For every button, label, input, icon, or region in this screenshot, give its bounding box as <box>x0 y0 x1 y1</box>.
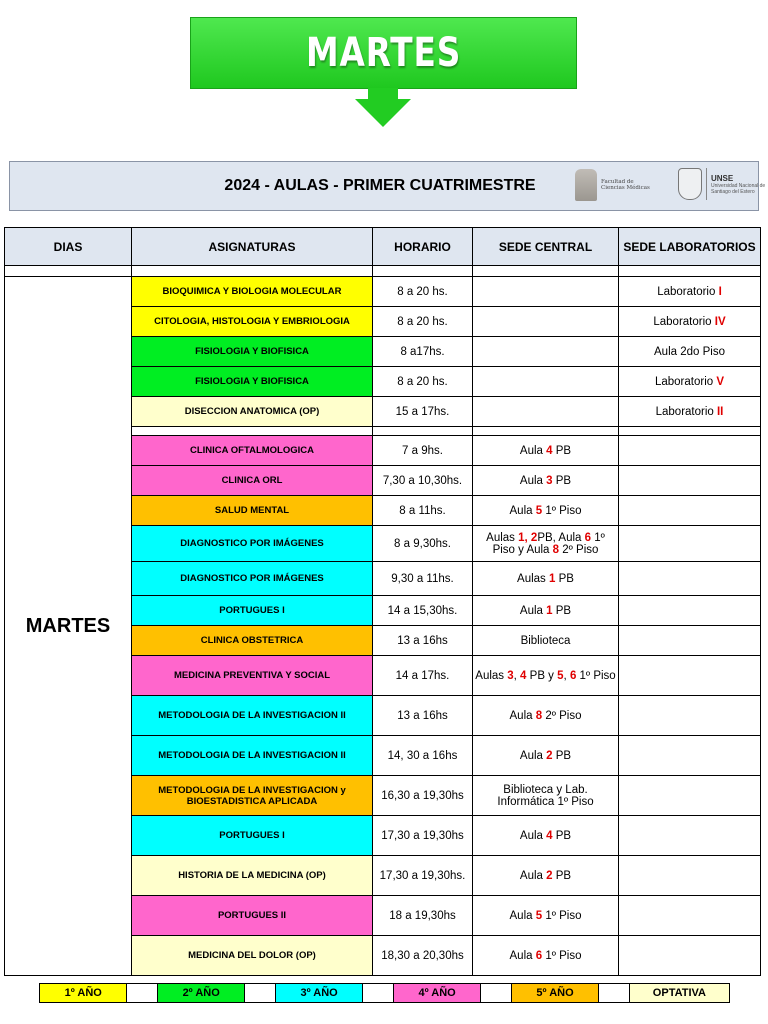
legend-item: 1º AÑO <box>40 984 127 1002</box>
time-cell: 8 a 20 hs. <box>373 307 473 337</box>
legend-item: 2º AÑO <box>158 984 245 1002</box>
location-text: 2º Piso <box>542 709 582 722</box>
legend-item: 5º AÑO <box>512 984 599 1002</box>
document-title: 2024 - AULAS - PRIMER CUATRIMESTRE <box>224 177 536 194</box>
subject-cell: CLINICA OBSTETRICA <box>132 626 373 656</box>
central-cell <box>473 337 619 367</box>
location-text: Aula <box>509 909 536 922</box>
location-text: 1º Piso <box>576 669 616 682</box>
fcm-logo <box>575 169 655 201</box>
lab-cell <box>619 562 761 596</box>
time-cell: 15 a 17hs. <box>373 397 473 427</box>
location-text: 1º Piso <box>542 504 582 517</box>
central-cell <box>473 856 619 896</box>
spacer-cell <box>132 266 373 277</box>
legend-spacer <box>127 984 157 1002</box>
central-cell <box>473 736 619 776</box>
day-banner-title: MARTES <box>305 30 462 76</box>
lab-cell <box>619 936 761 976</box>
gap-cell <box>132 427 373 436</box>
location-text: Aula <box>519 829 547 842</box>
lab-cell <box>619 736 761 776</box>
lab-cell <box>619 436 761 466</box>
location-text: Aulas <box>475 669 508 682</box>
time-cell: 14 a 17hs. <box>373 656 473 696</box>
column-header: ASIGNATURAS <box>132 228 373 266</box>
column-header: SEDE CENTRAL <box>473 228 619 266</box>
time-cell: 14 a 15,30hs. <box>373 596 473 626</box>
lab-cell <box>619 496 761 526</box>
day-cell: MARTES <box>5 277 132 976</box>
lab-cell <box>619 367 761 397</box>
location-text: Laboratorio <box>654 375 717 388</box>
subject-cell: DIAGNOSTICO POR IMÁGENES <box>132 562 373 596</box>
location-text: Aula <box>519 749 547 762</box>
subject-cell: PORTUGUES I <box>132 816 373 856</box>
location-text: PB <box>552 829 572 842</box>
down-arrow-icon <box>355 99 411 127</box>
location-text: PB <box>552 869 572 882</box>
subject-cell: MEDICINA PREVENTIVA Y SOCIAL <box>132 656 373 696</box>
unse-seal-icon <box>678 168 702 200</box>
table-row <box>5 277 761 307</box>
room-number: II <box>716 405 724 418</box>
column-header: HORARIO <box>373 228 473 266</box>
spacer-cell <box>5 266 132 277</box>
central-cell <box>473 307 619 337</box>
lab-cell <box>619 337 761 367</box>
logo-divider <box>706 168 707 200</box>
header-spacer <box>5 266 761 277</box>
location-text: Aulas <box>517 572 549 585</box>
year-legend <box>39 983 730 1003</box>
subject-cell: CITOLOGIA, HISTOLOGIA Y EMBRIOLOGIA <box>132 307 373 337</box>
legend-spacer <box>363 984 393 1002</box>
location-text: Laboratorio <box>655 405 717 418</box>
central-cell <box>473 626 619 656</box>
schedule-table <box>4 227 761 976</box>
room-number: I <box>718 285 722 298</box>
central-cell <box>473 277 619 307</box>
room-number: 6 <box>535 949 543 962</box>
fcm-emblem-icon <box>575 169 597 201</box>
gap-cell <box>373 427 473 436</box>
location-text: Aula <box>509 949 536 962</box>
lab-cell <box>619 776 761 816</box>
central-cell <box>473 656 619 696</box>
time-cell: 18 a 19,30hs <box>373 896 473 936</box>
subject-cell: DISECCION ANATOMICA (OP) <box>132 397 373 427</box>
time-cell: 7,30 a 10,30hs. <box>373 466 473 496</box>
time-cell: 17,30 a 19,30hs <box>373 816 473 856</box>
unse-logo-text: UNSE <box>711 173 734 183</box>
legend-spacer <box>599 984 629 1002</box>
subject-cell: CLINICA ORL <box>132 466 373 496</box>
central-cell <box>473 816 619 856</box>
location-text: Aula <box>519 474 547 487</box>
subject-cell: BIOQUIMICA Y BIOLOGIA MOLECULAR <box>132 277 373 307</box>
document-header <box>9 161 766 211</box>
room-number: 3 <box>546 474 553 487</box>
lab-cell <box>619 816 761 856</box>
day-banner <box>190 17 577 89</box>
location-text: Aula <box>519 869 547 882</box>
location-text: 1º Piso <box>542 909 582 922</box>
subject-cell: CLINICA OFTALMOLOGICA <box>132 436 373 466</box>
location-text: Laboratorio <box>657 285 719 298</box>
room-number: 3 <box>507 669 514 682</box>
room-number: 1, 2 <box>518 531 538 544</box>
subject-cell: MEDICINA DEL DOLOR (OP) <box>132 936 373 976</box>
legend-item: 3º AÑO <box>276 984 363 1002</box>
room-number: 4 <box>520 669 527 682</box>
room-number: V <box>716 375 725 388</box>
location-text: PB <box>555 572 574 585</box>
lab-cell <box>619 656 761 696</box>
location-text: , <box>563 669 570 682</box>
room-number: 8 <box>535 709 543 722</box>
lab-cell <box>619 856 761 896</box>
gap-cell <box>619 427 761 436</box>
location-text: PB <box>552 749 572 762</box>
location-text: Laboratorio <box>653 315 715 328</box>
room-number: 5 <box>535 909 543 922</box>
location-text: Aula <box>519 604 547 617</box>
central-cell <box>473 526 619 562</box>
central-cell <box>473 466 619 496</box>
location-text: , <box>513 669 521 682</box>
location-text: Biblioteca y Lab. Informática 1º Piso <box>497 783 594 808</box>
time-cell: 8 a17hs. <box>373 337 473 367</box>
subject-cell: DIAGNOSTICO POR IMÁGENES <box>132 526 373 562</box>
room-number: 8 <box>552 543 560 556</box>
room-number: 5 <box>557 669 564 682</box>
lab-cell <box>619 626 761 656</box>
subject-cell: HISTORIA DE LA MEDICINA (OP) <box>132 856 373 896</box>
time-cell: 16,30 a 19,30hs <box>373 776 473 816</box>
room-number: 5 <box>535 504 543 517</box>
room-number: 6 <box>584 531 592 544</box>
room-number: 2 <box>546 869 553 882</box>
subject-cell: METODOLOGIA DE LA INVESTIGACION y BIOESTADISTICA APLICADA <box>132 776 373 816</box>
lab-cell <box>619 397 761 427</box>
location-text: PB <box>552 474 572 487</box>
time-cell: 17,30 a 19,30hs. <box>373 856 473 896</box>
time-cell: 9,30 a 11hs. <box>373 562 473 596</box>
unse-logo <box>678 168 767 200</box>
time-cell: 8 a 20 hs. <box>373 277 473 307</box>
legend-item: OPTATIVA <box>630 984 729 1002</box>
legend-spacer <box>245 984 275 1002</box>
table-header-row <box>5 228 761 266</box>
location-text: Aula <box>519 444 547 457</box>
central-cell <box>473 896 619 936</box>
spacer-cell <box>473 266 619 277</box>
location-text: 1º Piso y Aula <box>492 531 605 556</box>
column-header: SEDE LABORATORIOS <box>619 228 761 266</box>
lab-cell <box>619 696 761 736</box>
central-cell <box>473 562 619 596</box>
room-number: 6 <box>569 669 577 682</box>
central-cell <box>473 596 619 626</box>
subject-cell: FISIOLOGIA Y BIOFISICA <box>132 337 373 367</box>
spacer-cell <box>619 266 761 277</box>
location-text: 2º Piso <box>559 543 599 556</box>
column-header: DIAS <box>5 228 132 266</box>
time-cell: 7 a 9hs. <box>373 436 473 466</box>
central-cell <box>473 397 619 427</box>
room-number: 2 <box>546 749 553 762</box>
time-cell: 8 a 20 hs. <box>373 367 473 397</box>
legend-item: 4º AÑO <box>394 984 481 1002</box>
location-text: 1º Piso <box>542 949 582 962</box>
lab-cell <box>619 466 761 496</box>
lab-cell <box>619 596 761 626</box>
time-cell: 8 a 11hs. <box>373 496 473 526</box>
central-cell <box>473 776 619 816</box>
unse-logo-subtext: Universidad Nacional de Santiago del Estero <box>711 182 766 195</box>
location-text: PB y <box>526 669 558 682</box>
time-cell: 18,30 a 20,30hs <box>373 936 473 976</box>
legend-spacer <box>481 984 511 1002</box>
lab-cell <box>619 896 761 936</box>
location-text: Biblioteca <box>520 634 571 647</box>
room-number: 1 <box>549 572 556 585</box>
time-cell: 13 a 16hs <box>373 696 473 736</box>
central-cell <box>473 367 619 397</box>
location-text: Aula <box>509 504 536 517</box>
lab-cell <box>619 277 761 307</box>
time-cell: 13 a 16hs <box>373 626 473 656</box>
central-cell <box>473 936 619 976</box>
fcm-logo-text: Facultad de Ciencias Médicas <box>601 179 650 191</box>
central-cell <box>473 436 619 466</box>
time-cell: 14, 30 a 16hs <box>373 736 473 776</box>
central-cell <box>473 696 619 736</box>
subject-cell: METODOLOGIA DE LA INVESTIGACION II <box>132 696 373 736</box>
subject-cell: PORTUGUES I <box>132 596 373 626</box>
lab-cell <box>619 307 761 337</box>
subject-cell: SALUD MENTAL <box>132 496 373 526</box>
lab-cell <box>619 526 761 562</box>
subject-cell: METODOLOGIA DE LA INVESTIGACION II <box>132 736 373 776</box>
location-text: PB <box>552 604 572 617</box>
room-number: 4 <box>546 444 553 457</box>
spacer-cell <box>373 266 473 277</box>
room-number: 4 <box>546 829 553 842</box>
location-text: Aula <box>509 709 536 722</box>
room-number: 1 <box>546 604 553 617</box>
room-number: IV <box>714 315 726 328</box>
location-text: Aulas <box>486 531 519 544</box>
gap-cell <box>473 427 619 436</box>
time-cell: 8 a 9,30hs. <box>373 526 473 562</box>
location-text: PB, Aula <box>537 531 585 544</box>
subject-cell: PORTUGUES II <box>132 896 373 936</box>
location-text: PB <box>552 444 572 457</box>
location-text: Aula 2do Piso <box>654 345 725 358</box>
central-cell <box>473 496 619 526</box>
subject-cell: FISIOLOGIA Y BIOFISICA <box>132 367 373 397</box>
